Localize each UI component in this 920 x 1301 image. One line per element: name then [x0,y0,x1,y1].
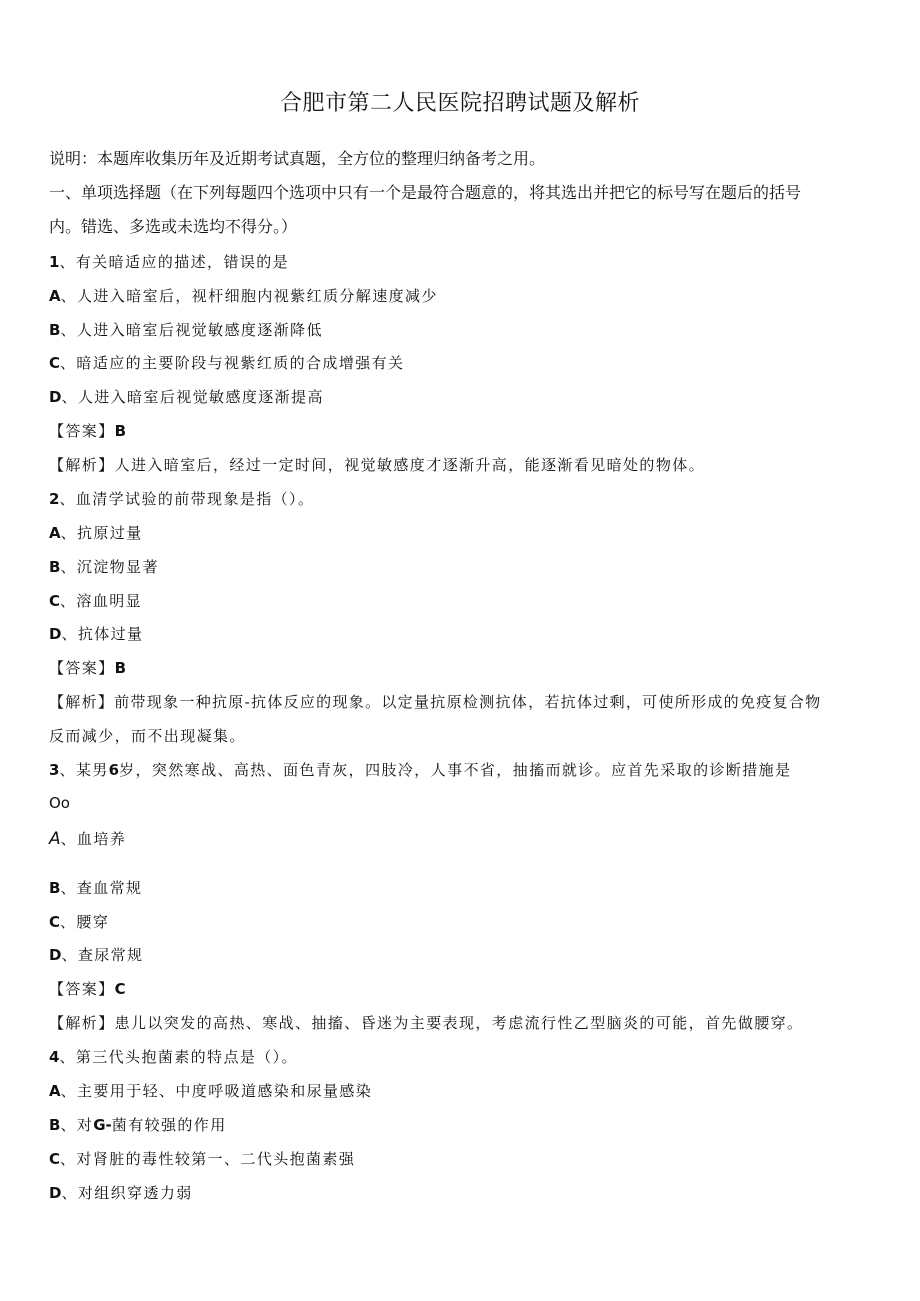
option-label: A [49,1082,61,1100]
option-label: B [49,879,61,897]
option-label: D [49,946,62,964]
question-2-option-d: D、抗体过量 [49,625,144,643]
question-number: 1 [49,253,60,271]
question-3-option-d: D、查尿常规 [49,946,144,964]
question-2-option-a: A、抗原过量 [49,524,143,542]
question-number: 3 [49,761,60,779]
answer-value: C [114,980,126,998]
question-4-stem: 4、第三代头抱菌素的特点是（）。 [49,1048,298,1066]
section-heading-line-1: 一、单项选择题（在下列每题四个选项中只有一个是最符合题意的，将其选出并把它的标号写在题后的括号 [49,183,802,202]
section-heading-line-2: 内。错选、多选或未选均不得分。） [49,217,298,236]
option-label: C [49,354,61,372]
page-title: 合肥市第二人民医院招聘试题及解析 [279,91,640,116]
question-1-option-a: A、人进入暗室后，视杆细胞内视紫红质分解速度减少 [49,287,438,305]
option-label: C [49,592,61,610]
question-1-option-d: D、人进入暗室后视觉敏感度逐渐提高 [49,388,324,406]
question-4-option-a: A、主要用于轻、中度呼吸道感染和尿量感染 [49,1082,373,1100]
question-2-analysis-line-1: 【解析】前带现象一种抗原-抗体反应的现象。以定量抗原检测抗体，若抗体过剩，可使所形成的免疫复合物 [49,693,822,711]
option-label: A [49,524,61,542]
option-label: A [49,287,61,305]
age-value: 6 [108,761,120,779]
question-3-stem: 3、某男6岁，突然寒战、高热、面色青灰，四肢冷，人事不省，抽搐而就诊。应首先采取的诊断措施是 [49,761,792,779]
bacteria-label: G- [93,1116,112,1134]
option-label: C [49,913,61,931]
question-number: 2 [49,490,60,508]
question-1-analysis: 【解析】人进入暗室后，经过一定时间，视觉敏感度才逐渐升高，能逐渐看见暗处的物体。 [49,456,706,474]
question-2-stem: 2、血清学试验的前带现象是指（）。 [49,490,315,508]
option-label: A [49,829,61,849]
option-label: B [49,558,61,576]
question-2-option-c: C、溶血明显 [49,592,143,610]
question-2-option-b: B、沉淀物显著 [49,558,159,576]
answer-value: B [114,422,127,440]
option-label: D [49,1184,62,1202]
option-label: C [49,1150,61,1168]
question-3-stem-tail: Oo [49,794,70,812]
question-1-stem: 1、有关暗适应的描述，错误的是 [49,253,290,271]
question-4-option-d: D、对组织穿透力弱 [49,1184,193,1202]
intro-note: 说明：本题库收集历年及近期考试真题，全方位的整理归纳备考之用。 [49,149,546,168]
question-1-option-b: B、人进入暗室后视觉敏感度逐渐降低 [49,321,323,339]
option-label: B [49,1116,61,1134]
question-2-answer: 【答案】B [49,659,127,677]
question-3-answer: 【答案】C [49,980,126,998]
answer-value: B [114,659,127,677]
option-label: B [49,321,61,339]
question-2-analysis-line-2: 反而减少，而不出现凝集。 [49,727,246,745]
option-label: D [49,625,62,643]
question-3-option-b: B、查血常规 [49,879,143,897]
question-number: 4 [49,1048,60,1066]
option-label: D [49,388,62,406]
question-3-option-c: C、腰穿 [49,913,110,931]
question-3-option-a: A、血培养 [49,829,127,849]
question-1-option-c: C、暗适应的主要阶段与视紫红质的合成增强有关 [49,354,405,372]
question-4-option-b: B、对G-菌有较强的作用 [49,1116,227,1134]
question-1-answer: 【答案】B [49,422,127,440]
question-4-option-c: C、对肾脏的毒性较第一、二代头抱菌素强 [49,1150,356,1168]
question-3-analysis: 【解析】患儿以突发的高热、寒战、抽搐、昏迷为主要表现，考虑流行性乙型脑炎的可能，首先做腰穿。 [49,1014,804,1032]
